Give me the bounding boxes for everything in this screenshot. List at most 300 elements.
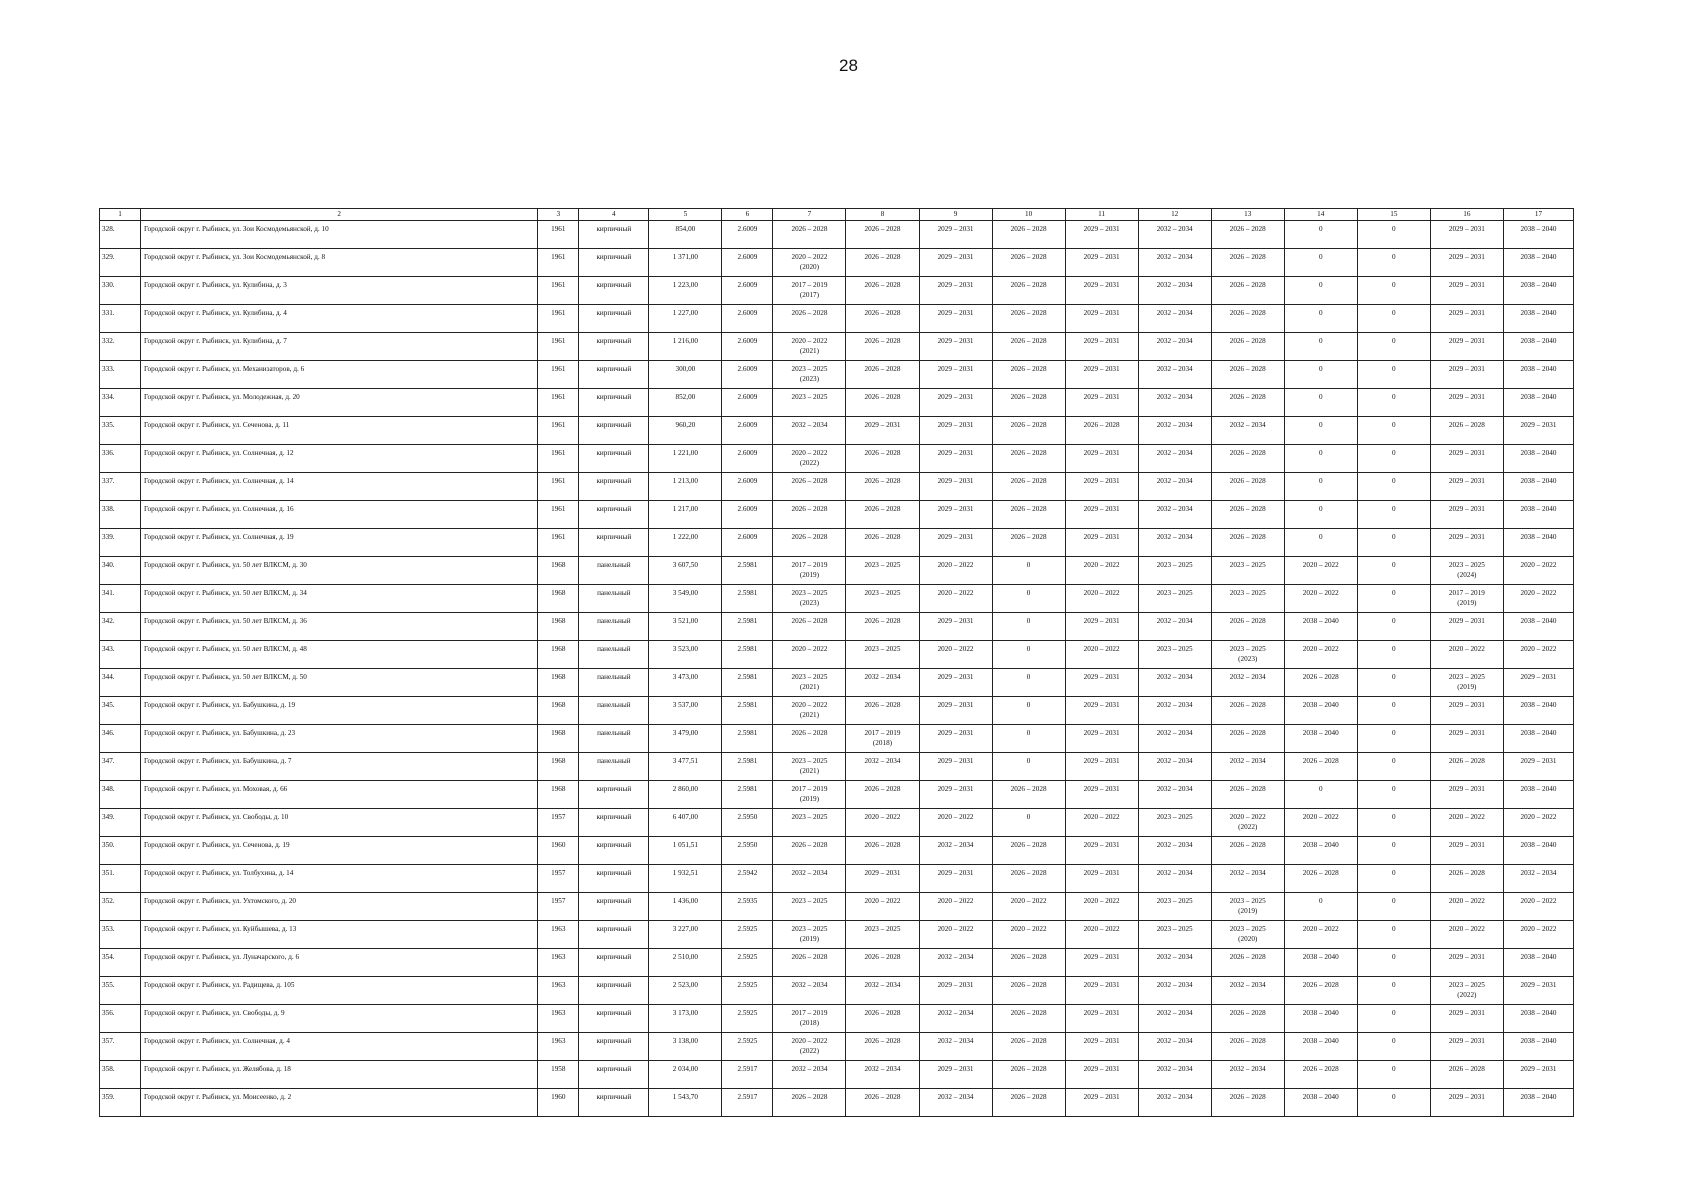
coefficient-cell (722, 277, 773, 305)
period-cell-14 (1284, 305, 1357, 333)
cell-value: 357. (102, 1037, 115, 1045)
area-cell (649, 445, 722, 473)
period-cell-8 (846, 585, 919, 613)
table-row (100, 249, 1574, 277)
period-cell-9 (919, 1089, 992, 1117)
period-cell-8 (846, 697, 919, 725)
period-cell-17 (1503, 1061, 1573, 1089)
cell-value: 2029 – 2031 (1448, 225, 1485, 233)
address-cell (141, 473, 538, 501)
material-cell (579, 389, 649, 417)
period-cell-12 (1138, 1033, 1211, 1061)
cell-value: 2026 – 2028 (1229, 953, 1266, 961)
cell-value: 0 (1392, 1037, 1396, 1045)
period-cell-8 (846, 949, 919, 977)
year-cell (538, 1005, 579, 1033)
cell-value: 0 (1392, 897, 1396, 905)
cell-value: 3 549,00 (672, 589, 698, 597)
period-cell-9 (919, 725, 992, 753)
period-cell-11 (1065, 1033, 1138, 1061)
period-cell-15 (1357, 445, 1430, 473)
cell-value: 1960 (551, 1093, 566, 1101)
period-cell-14 (1284, 585, 1357, 613)
area-cell (649, 389, 722, 417)
cell-value: 2032 – 2034 (1156, 505, 1193, 513)
row-number (100, 501, 141, 529)
cell-value: 0 (1318, 785, 1323, 793)
cell-value: 2032 – 2034 (1229, 1065, 1266, 1073)
cell-value: Городской округ г. Рыбинск, ул. Солнечная, д. 12 (144, 449, 294, 457)
cell-value: Городской округ г. Рыбинск, ул. 50 лет ВЛКСМ, д. 30 (144, 561, 307, 569)
cell-value: 2038 – 2040 (1520, 225, 1557, 233)
year-cell (538, 669, 579, 697)
period-cell-8 (846, 977, 919, 1005)
period-cell-13 (1211, 1061, 1284, 1089)
table-row (100, 641, 1574, 669)
cell-value: 2038 – 2040 (1520, 365, 1557, 373)
cell-value: 300,00 (675, 365, 696, 373)
year-cell (538, 1033, 579, 1061)
cell-value: 2029 – 2031 (1083, 757, 1120, 765)
period-cell-9 (919, 585, 992, 613)
period-cell-11 (1065, 753, 1138, 781)
cell-subvalue: (2021) (799, 347, 820, 355)
cell-value: 2032 – 2034 (864, 981, 901, 989)
period-cell-12 (1138, 669, 1211, 697)
period-cell-12 (1138, 305, 1211, 333)
table-row (100, 669, 1574, 697)
cell-value: 0 (1392, 477, 1396, 485)
period-cell-8 (846, 501, 919, 529)
area-cell (649, 249, 722, 277)
cell-value: 359. (102, 1093, 115, 1101)
period-cell-7 (773, 697, 846, 725)
period-cell-12 (1138, 781, 1211, 809)
period-cell-7 (773, 725, 846, 753)
cell-value: 2020 – 2022 (1083, 561, 1120, 569)
cell-value: 2020 – 2022 (1520, 645, 1557, 653)
cell-value: 1961 (551, 533, 566, 541)
cell-value: 2038 – 2040 (1302, 701, 1339, 709)
cell-value: 0 (1318, 393, 1323, 401)
cell-value: 2029 – 2031 (937, 757, 974, 765)
cell-value: 1957 (551, 813, 566, 821)
period-cell-16 (1430, 669, 1503, 697)
period-cell-10 (992, 753, 1065, 781)
period-cell-13 (1211, 333, 1284, 361)
coefficient-cell (722, 529, 773, 557)
period-cell-15 (1357, 725, 1430, 753)
cell-subvalue: (2022) (1457, 991, 1477, 999)
period-cell-7 (773, 221, 846, 249)
cell-value: 1961 (551, 253, 566, 261)
period-cell-14 (1284, 389, 1357, 417)
cell-value: кирпичный (596, 365, 632, 373)
cell-value: 2029 – 2031 (1083, 729, 1120, 737)
period-cell-8 (846, 277, 919, 305)
period-cell-7 (773, 473, 846, 501)
period-cell-16 (1430, 781, 1503, 809)
material-cell (579, 977, 649, 1005)
address-cell (141, 1089, 538, 1117)
period-cell-15 (1357, 809, 1430, 837)
cell-value: 2.5917 (737, 1065, 758, 1073)
area-cell (649, 669, 722, 697)
cell-value: 2032 – 2034 (1156, 393, 1193, 401)
period-cell-14 (1284, 529, 1357, 557)
cell-value: 3 537,00 (672, 701, 698, 709)
cell-value: 2032 – 2034 (937, 1093, 974, 1101)
cell-value: кирпичный (596, 1037, 632, 1045)
cell-value: Городской округ г. Рыбинск, ул. Бабушкина, д. 19 (144, 701, 296, 709)
cell-value: 2020 – 2022 (1302, 813, 1339, 821)
period-cell-17 (1503, 725, 1573, 753)
period-cell-11 (1065, 417, 1138, 445)
period-cell-10 (992, 1033, 1065, 1061)
cell-value: 347. (102, 757, 115, 765)
cell-value: 2026 – 2028 (1010, 449, 1047, 457)
period-cell-17 (1503, 361, 1573, 389)
row-number (100, 585, 141, 613)
period-cell-15 (1357, 921, 1430, 949)
period-cell-14 (1284, 641, 1357, 669)
cell-value: 2026 – 2028 (864, 225, 901, 233)
period-cell-17 (1503, 613, 1573, 641)
period-cell-15 (1357, 669, 1430, 697)
area-cell (649, 501, 722, 529)
period-cell-11 (1065, 389, 1138, 417)
period-cell-8 (846, 557, 919, 585)
cell-value: 2029 – 2031 (1520, 421, 1557, 429)
period-cell-14 (1284, 977, 1357, 1005)
cell-value: 2.5925 (737, 953, 758, 961)
cell-value: 2029 – 2031 (1083, 1065, 1120, 1073)
cell-value: 1 217,00 (672, 505, 698, 513)
period-cell-7 (773, 977, 846, 1005)
cell-value: Городской округ г. Рыбинск, ул. Сеченова, д. 11 (144, 421, 290, 429)
period-cell-10 (992, 697, 1065, 725)
row-number (100, 753, 141, 781)
period-cell-8 (846, 529, 919, 557)
cell-value: 2026 – 2028 (1229, 1009, 1266, 1017)
coefficient-cell (722, 753, 773, 781)
period-cell-16 (1430, 221, 1503, 249)
cell-value: 0 (1318, 365, 1323, 373)
cell-value: 2020 – 2022 (1302, 645, 1339, 653)
period-cell-11 (1065, 529, 1138, 557)
period-cell-10 (992, 641, 1065, 669)
period-cell-9 (919, 753, 992, 781)
cell-subvalue: (2019) (799, 795, 820, 803)
area-cell (649, 921, 722, 949)
table-row (100, 417, 1574, 445)
period-cell-7 (773, 809, 846, 837)
period-cell-11 (1065, 585, 1138, 613)
period-cell-7 (773, 557, 846, 585)
coefficient-cell (722, 781, 773, 809)
period-cell-7 (773, 641, 846, 669)
cell-value: 2038 – 2040 (1520, 477, 1557, 485)
cell-value: 2023 – 2025 (864, 589, 901, 597)
material-cell (579, 865, 649, 893)
period-cell-15 (1357, 1089, 1430, 1117)
cell-value: 2026 – 2028 (1010, 1037, 1047, 1045)
cell-value: 2026 – 2028 (1229, 253, 1266, 261)
cell-value: 2026 – 2028 (1229, 365, 1266, 373)
row-number (100, 221, 141, 249)
period-cell-14 (1284, 725, 1357, 753)
cell-value: 342. (102, 617, 115, 625)
coefficient-cell (722, 473, 773, 501)
cell-value: Городской округ г. Рыбинск, ул. Свободы, д. 9 (144, 1009, 285, 1017)
period-cell-12 (1138, 333, 1211, 361)
cell-value: 2023 – 2025 (1229, 561, 1266, 569)
period-cell-12 (1138, 977, 1211, 1005)
cell-value: Городской округ г. Рыбинск, ул. Зои Космодемьянской, д. 10 (144, 225, 329, 233)
period-cell-8 (846, 417, 919, 445)
cell-value: 2020 – 2022 (864, 813, 901, 821)
address-cell (141, 781, 538, 809)
period-cell-13 (1211, 921, 1284, 949)
cell-value: 2026 – 2028 (1229, 225, 1266, 233)
year-cell (538, 585, 579, 613)
cell-value: Городской округ г. Рыбинск, ул. Желябова, д. 18 (144, 1065, 291, 1073)
period-cell-13 (1211, 725, 1284, 753)
cell-value: 2029 – 2031 (1083, 309, 1120, 317)
cell-value: 2026 – 2028 (1229, 449, 1266, 457)
cell-value: 0 (1392, 281, 1396, 289)
cell-value: 2023 – 2025 (1229, 925, 1266, 933)
period-cell-12 (1138, 613, 1211, 641)
period-cell-10 (992, 921, 1065, 949)
period-cell-10 (992, 501, 1065, 529)
period-cell-11 (1065, 697, 1138, 725)
year-cell (538, 417, 579, 445)
period-cell-14 (1284, 473, 1357, 501)
year-cell (538, 1089, 579, 1117)
cell-value: кирпичный (596, 309, 632, 317)
year-cell (538, 697, 579, 725)
address-cell (141, 613, 538, 641)
cell-value: 2038 – 2040 (1302, 1009, 1339, 1017)
cell-value: 2029 – 2031 (1083, 673, 1120, 681)
period-cell-9 (919, 501, 992, 529)
area-cell (649, 417, 722, 445)
year-cell (538, 921, 579, 949)
cell-value: 2029 – 2031 (1083, 1093, 1120, 1101)
cell-subvalue: (2021) (799, 683, 820, 691)
period-cell-17 (1503, 557, 1573, 585)
period-cell-9 (919, 837, 992, 865)
cell-value: кирпичный (596, 925, 632, 933)
period-cell-14 (1284, 1033, 1357, 1061)
cell-value: 2.6009 (737, 393, 758, 401)
cell-subvalue: (2017) (799, 291, 820, 299)
cell-value: 2026 – 2028 (1010, 533, 1047, 541)
period-cell-7 (773, 921, 846, 949)
period-cell-17 (1503, 1089, 1573, 1117)
material-cell (579, 1089, 649, 1117)
cell-value: 3 523,00 (672, 645, 698, 653)
cell-value: 2029 – 2031 (864, 869, 901, 877)
year-cell (538, 613, 579, 641)
cell-value: 2026 – 2028 (1229, 729, 1266, 737)
material-cell (579, 1061, 649, 1089)
cell-value: 2038 – 2040 (1520, 1009, 1557, 1017)
year-cell (538, 221, 579, 249)
period-cell-15 (1357, 613, 1430, 641)
cell-value: 2020 – 2022 (937, 645, 974, 653)
cell-value: 0 (1026, 673, 1031, 681)
period-cell-7 (773, 249, 846, 277)
cell-value: панельный (597, 729, 631, 737)
year-cell (538, 277, 579, 305)
row-number (100, 921, 141, 949)
cell-value: 1 436,00 (672, 897, 698, 905)
cell-value: 2.6009 (737, 421, 758, 429)
address-cell (141, 921, 538, 949)
row-number (100, 1033, 141, 1061)
area-cell (649, 557, 722, 585)
period-cell-12 (1138, 585, 1211, 613)
period-cell-10 (992, 893, 1065, 921)
address-cell (141, 669, 538, 697)
period-cell-12 (1138, 1005, 1211, 1033)
period-cell-8 (846, 1089, 919, 1117)
period-cell-17 (1503, 389, 1573, 417)
address-cell (141, 977, 538, 1005)
period-cell-16 (1430, 417, 1503, 445)
cell-value: 2026 – 2028 (864, 785, 901, 793)
period-cell-17 (1503, 529, 1573, 557)
cell-value: 2038 – 2040 (1302, 617, 1339, 625)
row-number (100, 949, 141, 977)
cell-value: 350. (102, 841, 115, 849)
cell-value: 2032 – 2034 (937, 1009, 974, 1017)
cell-value: 2029 – 2031 (1520, 1065, 1557, 1073)
period-cell-10 (992, 305, 1065, 333)
cell-value: 2023 – 2025 (791, 813, 828, 821)
period-cell-16 (1430, 837, 1503, 865)
cell-value: 1963 (551, 981, 566, 989)
period-cell-17 (1503, 865, 1573, 893)
cell-value: Городской округ г. Рыбинск, ул. 50 лет ВЛКСМ, д. 34 (144, 589, 307, 597)
coefficient-cell (722, 865, 773, 893)
period-cell-7 (773, 305, 846, 333)
cell-value: 2023 – 2025 (1156, 589, 1193, 597)
cell-value: 1961 (551, 281, 566, 289)
period-cell-9 (919, 613, 992, 641)
cell-value: 2029 – 2031 (937, 1065, 974, 1073)
cell-value: 2.6009 (737, 337, 758, 345)
period-cell-12 (1138, 417, 1211, 445)
cell-value: 2026 – 2028 (864, 533, 901, 541)
cell-value: 0 (1392, 757, 1396, 765)
period-cell-13 (1211, 977, 1284, 1005)
period-cell-12 (1138, 865, 1211, 893)
cell-value: 0 (1318, 225, 1323, 233)
cell-value: 2029 – 2031 (937, 225, 974, 233)
table-row (100, 1061, 1574, 1089)
table-row (100, 809, 1574, 837)
period-cell-14 (1284, 501, 1357, 529)
period-cell-11 (1065, 781, 1138, 809)
cell-value: 1968 (551, 561, 566, 569)
cell-value: 2029 – 2031 (1448, 953, 1485, 961)
period-cell-11 (1065, 1061, 1138, 1089)
cell-value: 2032 – 2034 (1156, 869, 1193, 877)
cell-value: 2029 – 2031 (1448, 729, 1485, 737)
coefficient-cell (722, 557, 773, 585)
area-cell (649, 277, 722, 305)
period-cell-16 (1430, 249, 1503, 277)
cell-value: 0 (1392, 701, 1396, 709)
cell-value: кирпичный (596, 841, 632, 849)
cell-value: 2026 – 2028 (1010, 365, 1047, 373)
period-cell-12 (1138, 697, 1211, 725)
cell-value: 2032 – 2034 (1229, 673, 1266, 681)
year-cell (538, 725, 579, 753)
period-cell-10 (992, 865, 1065, 893)
cell-value: 2020 – 2022 (937, 561, 974, 569)
cell-value: 1960 (551, 841, 566, 849)
year-cell (538, 893, 579, 921)
cell-value: 2029 – 2031 (1448, 701, 1485, 709)
period-cell-10 (992, 445, 1065, 473)
cell-value: 328. (102, 225, 115, 233)
cell-value: 2020 – 2022 (1083, 813, 1120, 821)
cell-value: 0 (1392, 673, 1396, 681)
cell-value: 2020 – 2022 (1302, 925, 1339, 933)
cell-value: 2029 – 2031 (937, 533, 974, 541)
period-cell-9 (919, 977, 992, 1005)
period-cell-12 (1138, 389, 1211, 417)
cell-value: 2026 – 2028 (1010, 505, 1047, 513)
cell-value: 1961 (551, 421, 566, 429)
year-cell (538, 529, 579, 557)
cell-value: 2026 – 2028 (864, 841, 901, 849)
period-cell-14 (1284, 613, 1357, 641)
period-cell-7 (773, 753, 846, 781)
period-cell-13 (1211, 1005, 1284, 1033)
cell-value: 0 (1392, 533, 1396, 541)
cell-value: 2020 – 2022 (791, 645, 828, 653)
coefficient-cell (722, 333, 773, 361)
material-cell (579, 753, 649, 781)
cell-value: 341. (102, 589, 115, 597)
table-body (100, 221, 1574, 1117)
period-cell-10 (992, 613, 1065, 641)
cell-value: 335. (102, 421, 115, 429)
cell-value: 2029 – 2031 (937, 477, 974, 485)
period-cell-15 (1357, 949, 1430, 977)
cell-value: 0 (1392, 225, 1396, 233)
address-cell (141, 417, 538, 445)
period-cell-13 (1211, 305, 1284, 333)
coefficient-cell (722, 669, 773, 697)
material-cell (579, 277, 649, 305)
period-cell-7 (773, 529, 846, 557)
period-cell-17 (1503, 333, 1573, 361)
material-cell (579, 949, 649, 977)
cell-subvalue: (2019) (1457, 683, 1477, 691)
period-cell-17 (1503, 781, 1573, 809)
cell-subvalue: (2023) (799, 599, 820, 607)
cell-value: 2029 – 2031 (1520, 757, 1557, 765)
cell-value: Городской округ г. Рыбинск, ул. Кулибина, д. 4 (144, 309, 287, 317)
cell-value: 2032 – 2034 (791, 1065, 828, 1073)
cell-value: 0 (1318, 897, 1323, 905)
